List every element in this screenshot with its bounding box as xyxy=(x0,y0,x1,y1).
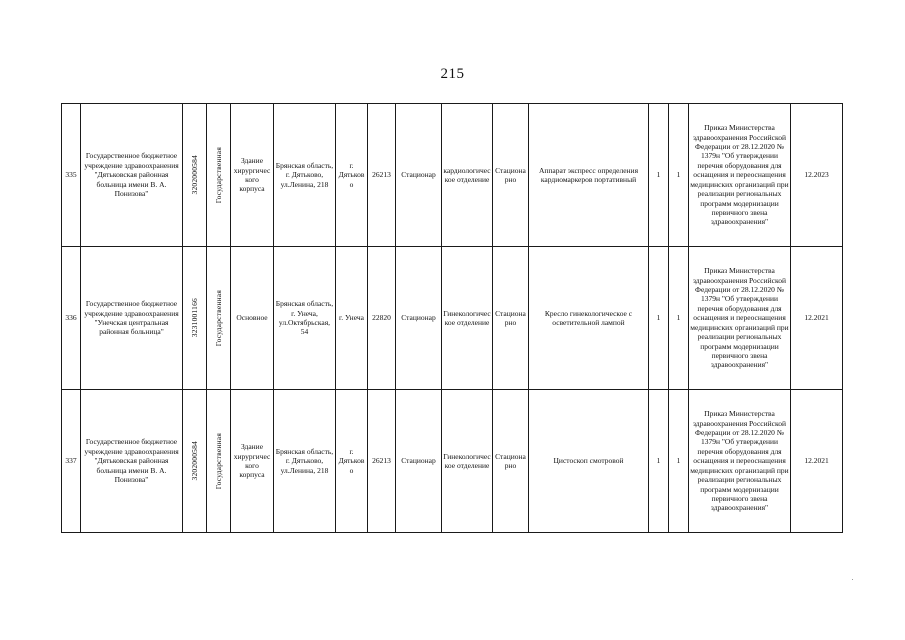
quantity-2: 1 xyxy=(669,390,689,533)
ownership-cell xyxy=(207,390,231,533)
inn-cell xyxy=(183,247,207,390)
equipment-table xyxy=(61,103,843,533)
quantity-1: 1 xyxy=(649,104,669,247)
organization-name: Государственное бюджетное учреждение здравоохранения "Дятьковская районная больница имени В. А. Понизова" xyxy=(81,104,183,247)
inn-cell xyxy=(183,390,207,533)
equipment-name: Кресло гинекологическое с осветительной лампой xyxy=(529,247,649,390)
ownership-cell xyxy=(207,247,231,390)
row-number: 336 xyxy=(62,247,81,390)
delivery-date: 12.2023 xyxy=(791,104,843,247)
care-form: Стационар xyxy=(396,247,442,390)
territory-code: 26213 xyxy=(368,104,396,247)
scan-speck xyxy=(852,579,853,580)
inn-value: 3202000584 xyxy=(189,441,199,481)
locality: г. Унеча xyxy=(336,247,368,390)
building-name: Основное xyxy=(231,247,274,390)
care-condition: Стационарно xyxy=(493,390,529,533)
department: Гинекологическое отделение xyxy=(442,390,493,533)
legal-basis: Приказ Министерства здравоохранения Российской Федерации от 28.12.2020 № 1379н "Об утверждении перечня оборудования для оснащения и переоснащения медицинских организаций при реализации региональных программ модернизации первичного звена здравоохранения" xyxy=(689,247,791,390)
building-name: Здание хирургического корпуса xyxy=(231,390,274,533)
quantity-2: 1 xyxy=(669,104,689,247)
equipment-name: Цистоскоп смотровой xyxy=(529,390,649,533)
care-condition: Стационарно xyxy=(493,247,529,390)
table-row xyxy=(62,247,843,390)
quantity-1: 1 xyxy=(649,247,669,390)
address: Брянская область, г. Дятьково, ул.Ленина, 218 xyxy=(274,390,336,533)
ownership-value: Государственная xyxy=(213,146,223,204)
care-condition: Стационарно xyxy=(493,104,529,247)
legal-basis: Приказ Министерства здравоохранения Российской Федерации от 28.12.2020 № 1379н "Об утверждении перечня оборудования для оснащения и переоснащения медицинских организаций при реализации региональных программ модернизации первичного звена здравоохранения" xyxy=(689,390,791,533)
table-row xyxy=(62,104,843,247)
address: Брянская область, г. Дятьково, ул.Ленина, 218 xyxy=(274,104,336,247)
locality: г. Дятьково xyxy=(336,104,368,247)
ownership-cell xyxy=(207,104,231,247)
page-number: 215 xyxy=(440,66,465,82)
quantity-2: 1 xyxy=(669,247,689,390)
inn-cell xyxy=(183,104,207,247)
department: Гинекологическое отделение xyxy=(442,247,493,390)
care-form: Стационар xyxy=(396,390,442,533)
address: Брянская область, г. Унеча, ул.Октябрьская, 54 xyxy=(274,247,336,390)
quantity-1: 1 xyxy=(649,390,669,533)
locality: г. Дятьково xyxy=(336,390,368,533)
legal-basis: Приказ Министерства здравоохранения Российской Федерации от 28.12.2020 № 1379н "Об утверждении перечня оборудования для оснащения и переоснащения медицинских организаций при реализации региональных программ модернизации первичного звена здравоохранения" xyxy=(689,104,791,247)
inn-value: 3231001166 xyxy=(189,298,199,338)
row-number: 337 xyxy=(62,390,81,533)
ownership-value: Государственная xyxy=(213,289,223,347)
territory-code: 22820 xyxy=(368,247,396,390)
row-number: 335 xyxy=(62,104,81,247)
organization-name: Государственное бюджетное учреждение здравоохранения "Унечская центральная районная больница" xyxy=(81,247,183,390)
territory-code: 26213 xyxy=(368,390,396,533)
inn-value: 3202000584 xyxy=(189,155,199,195)
equipment-name: Аппарат экспресс определения кардиомаркеров портативный xyxy=(529,104,649,247)
building-name: Здание хирургического корпуса xyxy=(231,104,274,247)
care-form: Стационар xyxy=(396,104,442,247)
department: кардиологическое отделение xyxy=(442,104,493,247)
ownership-value: Государственная xyxy=(213,432,223,490)
table-row xyxy=(62,390,843,533)
delivery-date: 12.2021 xyxy=(791,247,843,390)
organization-name: Государственное бюджетное учреждение здравоохранения "Дятьковская районная больница имени В. А. Понизова" xyxy=(81,390,183,533)
delivery-date: 12.2021 xyxy=(791,390,843,533)
